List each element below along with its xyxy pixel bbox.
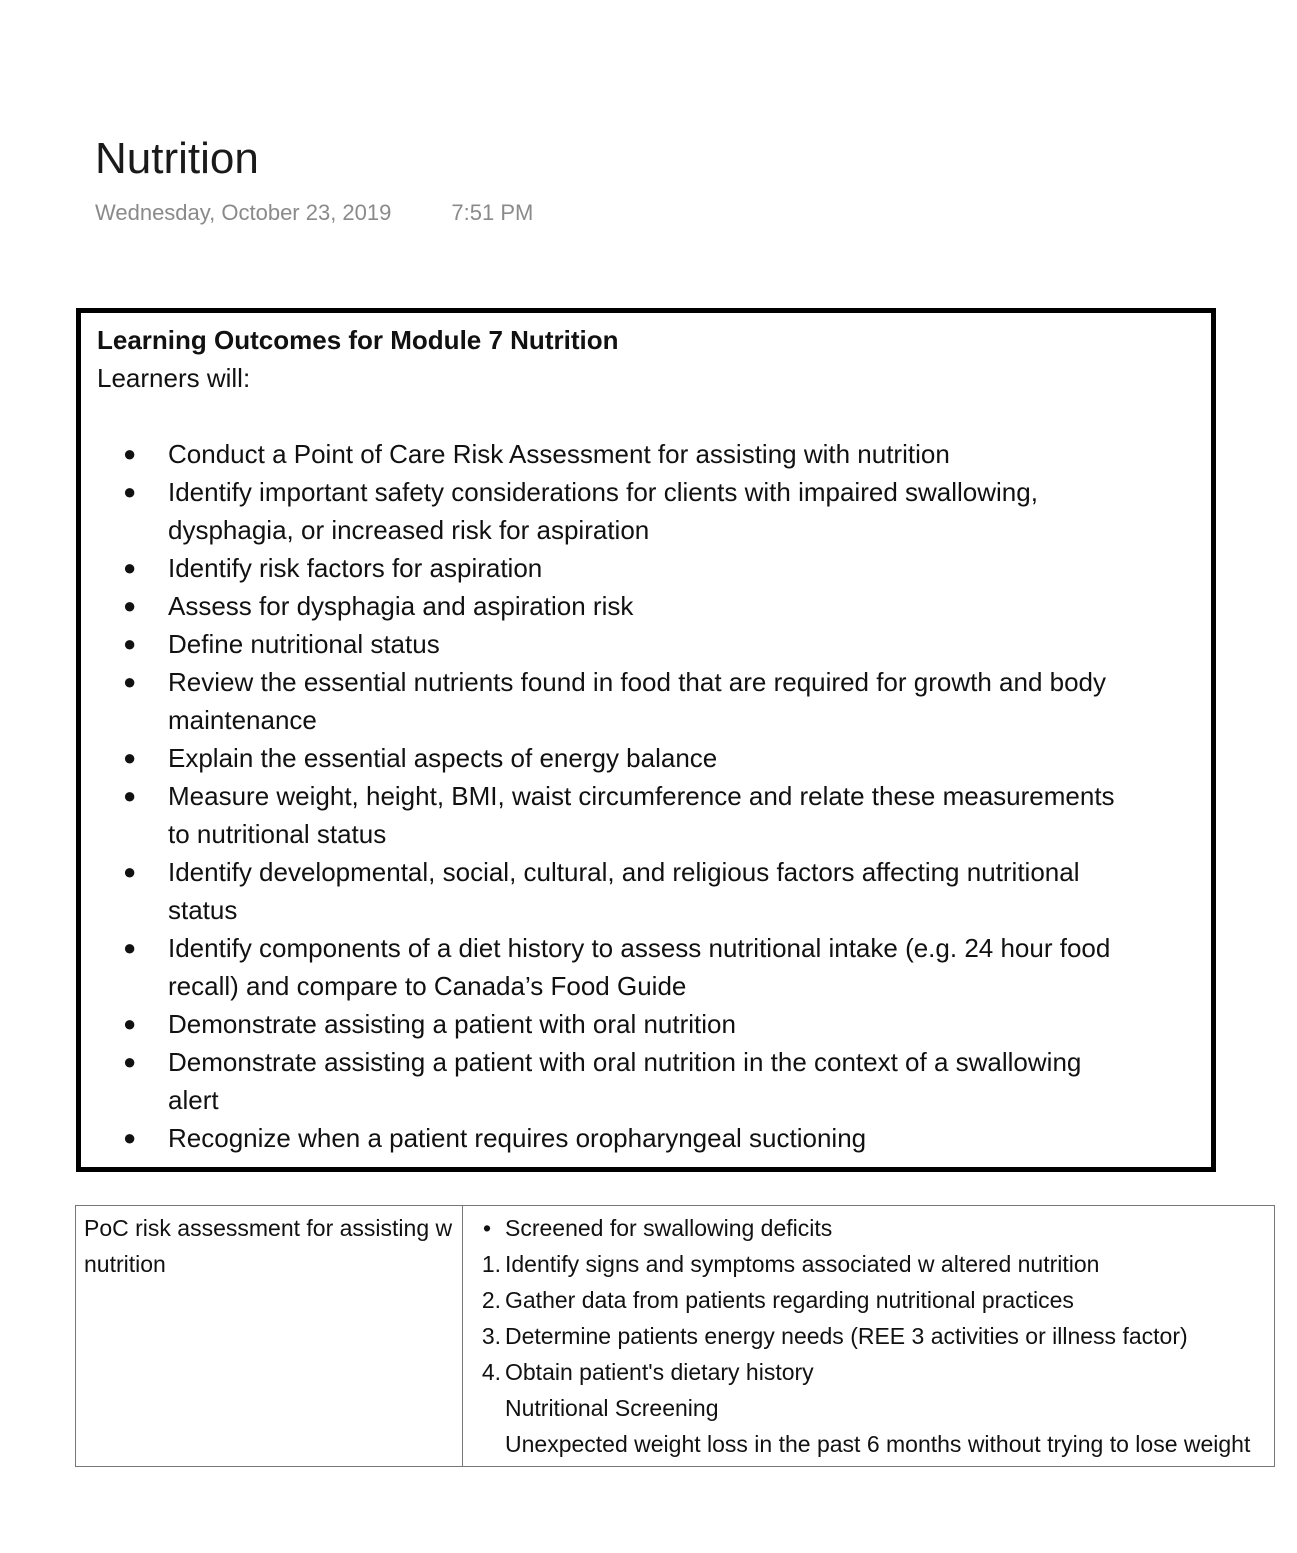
- list-item-text: Measure weight, height, BMI, waist circumference and relate these measurements: [168, 781, 1115, 811]
- page-time: 7:51 PM: [451, 200, 534, 225]
- list-item: [471, 1246, 1266, 1282]
- bullet-icon: ●: [123, 935, 137, 960]
- bullet-icon: ●: [123, 555, 137, 580]
- learning-outcomes-content: [97, 321, 1297, 1157]
- list-item-text: Conduct a Point of Care Risk Assessment for assisting with nutrition: [168, 439, 950, 469]
- list-item: [471, 1426, 1266, 1462]
- list-item-text-continued: recall) and compare to Canada’s Food Guide: [168, 971, 687, 1001]
- list-item: [97, 1005, 1297, 1043]
- list-item: [97, 777, 1297, 853]
- list-item-text: Gather data from patients regarding nutritional practices: [505, 1287, 1074, 1313]
- list-item-text: Identify components of a diet history to assess nutritional intake (e.g. 24 hour food: [168, 933, 1111, 963]
- list-item-text: Identify risk factors for aspiration: [168, 553, 543, 583]
- learning-outcomes-box: [76, 308, 1216, 1172]
- list-item-text: Identify developmental, social, cultural, and religious factors affecting nutritional: [168, 857, 1080, 887]
- poc-topic-cell[interactable]: PoC risk assessment for assisting w nutrition: [76, 1206, 463, 1467]
- list-item: [471, 1354, 1266, 1390]
- bullet-icon: ●: [123, 631, 137, 656]
- list-item: [97, 587, 1297, 625]
- list-item: [97, 1119, 1297, 1157]
- list-item-text-continued: status: [168, 895, 238, 925]
- page-title: Nutrition: [95, 134, 259, 183]
- list-item-text: Identify important safety considerations for clients with impaired swallowing,: [168, 477, 1038, 507]
- list-item-text: Obtain patient's dietary history: [505, 1359, 814, 1385]
- list-item: [97, 435, 1297, 473]
- bullet-icon: ●: [123, 745, 137, 770]
- list-item-text: Demonstrate assisting a patient with oral nutrition: [168, 1009, 736, 1039]
- list-item-text: Nutritional Screening: [505, 1395, 719, 1421]
- list-number: 1.: [481, 1251, 501, 1277]
- list-item-text-continued: alert: [168, 1085, 219, 1115]
- list-item-text: Identify signs and symptoms associated w altered nutrition: [505, 1251, 1100, 1277]
- bullet-icon: ●: [123, 479, 137, 504]
- bullet-icon: ●: [123, 593, 137, 618]
- list-item: [97, 625, 1297, 663]
- bullet-icon: ●: [123, 1125, 137, 1150]
- learning-outcomes-intro: Learners will:: [97, 363, 251, 393]
- bullet-icon: ●: [123, 669, 137, 694]
- list-item: [97, 1043, 1297, 1119]
- poc-details-list: [471, 1210, 1266, 1462]
- list-item-text: Demonstrate assisting a patient with oral nutrition in the context of a swallowing: [168, 1047, 1082, 1077]
- list-item-text: Explain the essential aspects of energy balance: [168, 743, 718, 773]
- list-item-text: Unexpected weight loss in the past 6 months without trying to lose weight: [505, 1431, 1251, 1457]
- list-number: 4.: [481, 1359, 501, 1385]
- page-date: Wednesday, October 23, 2019: [95, 200, 392, 225]
- bullet-icon: ●: [123, 783, 137, 808]
- poc-table: [75, 1205, 1275, 1467]
- list-item: [97, 663, 1297, 739]
- list-item-text-continued: dysphagia, or increased risk for aspiration: [168, 515, 650, 545]
- list-item: [471, 1390, 1266, 1426]
- list-item: [471, 1318, 1266, 1354]
- list-item-text: Determine patients energy needs (REE 3 activities or illness factor): [505, 1323, 1188, 1349]
- list-item-text-continued: maintenance: [168, 705, 317, 735]
- list-item: [97, 473, 1297, 549]
- learning-outcomes-heading: Learning Outcomes for Module 7 Nutrition: [97, 325, 619, 355]
- list-item: [97, 853, 1297, 929]
- poc-details-cell[interactable]: [463, 1206, 1275, 1467]
- list-item: [97, 929, 1297, 1005]
- list-item-text: Review the essential nutrients found in food that are required for growth and body: [168, 667, 1107, 697]
- list-item: [97, 549, 1297, 587]
- list-item: [471, 1210, 1266, 1246]
- page-timestamp: [95, 200, 533, 226]
- bullet-icon: ●: [123, 1011, 137, 1036]
- bullet-icon: ●: [123, 1049, 137, 1074]
- list-item-text: Assess for dysphagia and aspiration risk: [168, 591, 634, 621]
- list-item-text: Recognize when a patient requires oropharyngeal suctioning: [168, 1123, 867, 1153]
- list-item-text: Define nutritional status: [168, 629, 440, 659]
- learning-outcomes-list: [97, 435, 1297, 1157]
- list-item-text: Screened for swallowing deficits: [505, 1215, 833, 1241]
- bullet-icon: •: [482, 1215, 492, 1241]
- list-item: [97, 739, 1297, 777]
- list-number: 3.: [481, 1323, 501, 1349]
- list-number: 2.: [481, 1287, 501, 1313]
- list-item: [471, 1282, 1266, 1318]
- poc-table-container: [75, 1205, 1251, 1457]
- table-row: [76, 1206, 1275, 1467]
- bullet-icon: ●: [123, 859, 137, 884]
- bullet-icon: ●: [123, 441, 137, 466]
- list-item-text-continued: to nutritional status: [168, 819, 387, 849]
